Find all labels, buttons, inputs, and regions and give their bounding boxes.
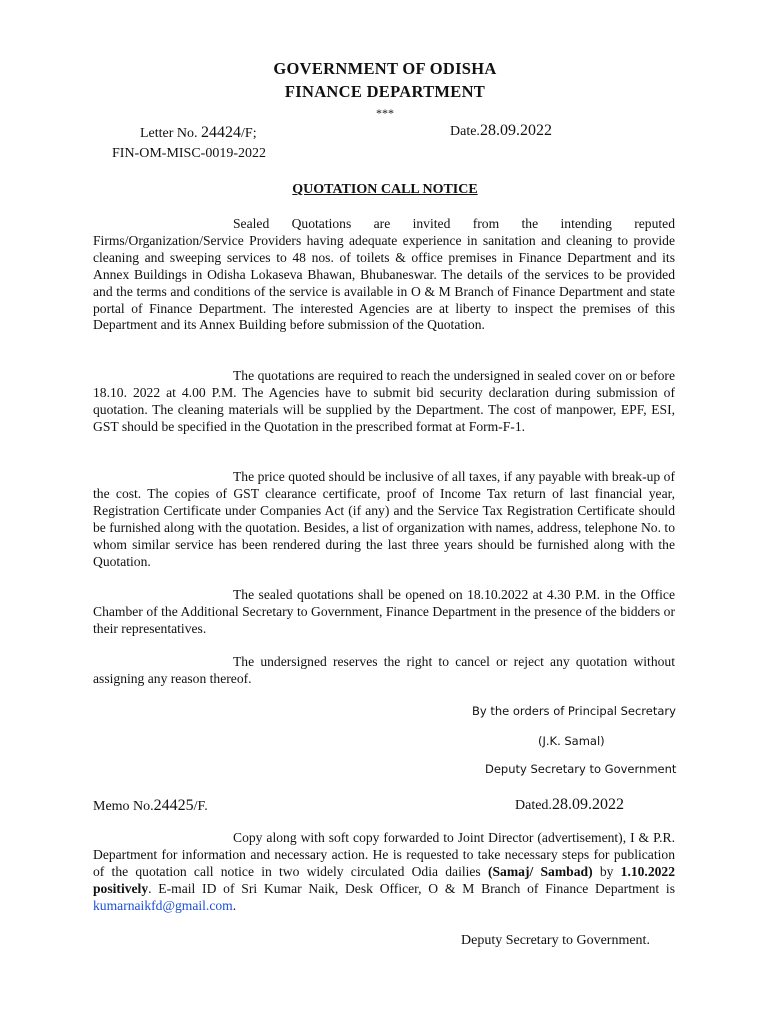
signature-name: (J.K. Samal) — [538, 734, 605, 748]
paragraph-5-text: The undersigned reserves the right to cancel or reject any quotation without assigning any reason thereof. — [93, 654, 675, 686]
paragraph-3-text: The price quoted should be inclusive of all taxes, if any payable with break-up of the cost. The copies of GST clearance certificate, proof of Income Tax return of last financial year, Registration Certificate under Companies Act (if any) and the Service Tax Registration Certificate should be furnished along with the quotation. Besides, a list of organization with names, address, telephone No. to whom similar service has been rendered during the last three years should be furnished along with the Quotation. — [93, 469, 675, 569]
memo-date — [515, 796, 624, 814]
memo-email-link[interactable]: kumarnaikfd@gmail.com — [93, 897, 233, 913]
memo-newspapers: (Samaj/ Sambad) — [487, 863, 593, 879]
letter-date-label: Date. — [450, 124, 480, 139]
signature-orders: By the orders of Principal Secretary — [472, 704, 676, 718]
file-number: FIN-OM-MISC-0019-2022 — [112, 146, 266, 161]
memo-closing: Deputy Secretary to Government. — [461, 933, 650, 948]
paragraph-5 — [93, 654, 675, 688]
letter-number — [140, 124, 257, 142]
memo-text-1: Copy along with soft copy forwarded to Joint Director (advertisement), I & P.R. Department for information and necessary action. He is requested to take necessary steps for publication of the quotation call notice in two widely circulated Odia dailies — [93, 830, 675, 879]
letter-date — [450, 122, 552, 140]
paragraph-1 — [93, 216, 675, 334]
letter-number-label: Letter No. — [140, 126, 202, 141]
header-department: FINANCE DEPARTMENT — [284, 82, 486, 101]
memo-text-3: . E-mail ID of Sri Kumar Naik, Desk Officer, O & M Branch of Finance Department is — [148, 880, 675, 896]
paragraph-2-text: The quotations are required to reach the undersigned in sealed cover on or before 18.10. 2022 at 4.00 P.M. The Agencies have to submit bid security declaration during submission of quotation. The cleaning materials will be supplied by the Department. The cost of manpower, EPF, ESI, GST should be specified in the Quotation in the prescribed format at Form-F-1. — [93, 368, 675, 434]
header-separator: *** — [376, 106, 394, 120]
notice-subject: QUOTATION CALL NOTICE — [292, 182, 478, 197]
memo-date-value: 28.09.2022 — [551, 796, 624, 813]
paragraph-1-text: Sealed Quotations are invited from the intending reputed Firms/Organization/Service Providers having adequate experience in sanitation and cleaning to provide cleaning and sweeping services to 48 nos. of toilets & office premises in Finance Department and its Annex Buildings in Odisha Lokaseva Bhawan, Bhubaneswar. The details of the services to be provided and the terms and conditions of the service is available in O & M Branch of Finance Department and state portal of Finance Department. The interested Agencies are at liberty to inspect the premises of this Department and its Annex Building before submission of the Quotation. — [93, 216, 675, 333]
signature-designation: Deputy Secretary to Government — [485, 762, 677, 776]
memo-deadline: 1.10.2022 positively — [93, 863, 676, 896]
memo-number-value: 24425 — [153, 797, 194, 814]
memo-number — [93, 797, 208, 815]
paragraph-4-text: The sealed quotations shall be opened on 18.10.2022 at 4.30 P.M. in the Office Chamber of the Additional Secretary to Government, Finance Department in the presence of the bidders or their representatives. — [93, 587, 675, 636]
memo-number-suffix: /F. — [193, 799, 208, 814]
memo-number-label: Memo No. — [93, 799, 154, 814]
paragraph-4 — [93, 587, 675, 638]
memo-text-2: by — [592, 863, 621, 879]
paragraph-2 — [93, 368, 675, 436]
letter-number-value: 24424 — [201, 124, 242, 141]
memo-text-4: . — [232, 897, 237, 913]
letter-number-suffix: /F; — [241, 126, 257, 141]
paragraph-3 — [93, 469, 675, 570]
letter-date-value: 28.09.2022 — [479, 122, 552, 139]
memo-paragraph — [93, 830, 675, 915]
header-government: GOVERNMENT OF ODISHA — [273, 59, 497, 78]
memo-date-label: Dated. — [515, 798, 552, 813]
